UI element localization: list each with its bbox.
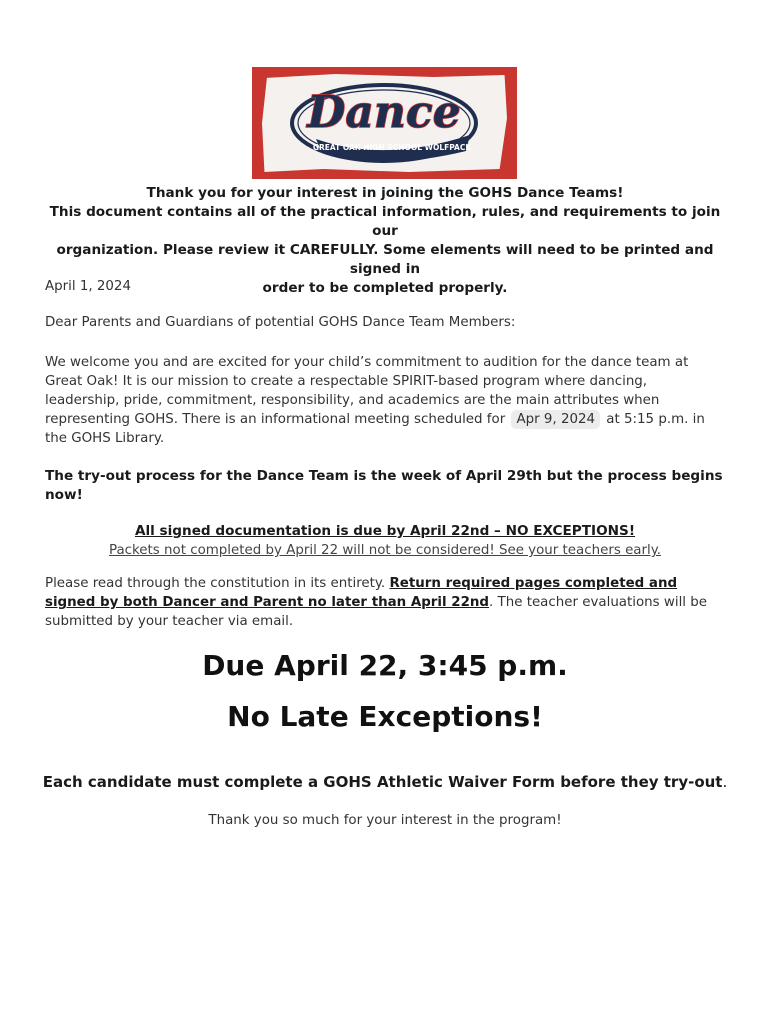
logo-subtitle: GREAT OAK HIGH SCHOOL WOLFPACK <box>312 143 472 152</box>
intro-line-4: order to be completed properly. <box>262 280 508 296</box>
logo-title: Dance <box>307 87 461 138</box>
dance-logo <box>252 67 517 179</box>
intro-line-3: organization. Please review it CAREFULLY. Some elements will need to be printed and signed in <box>56 242 714 277</box>
instructions-requirement: Return required pages completed and signed by both Dancer and Parent no later than April 22nd <box>45 576 678 610</box>
instructions-paragraph <box>45 574 725 631</box>
waiver-notice <box>0 772 770 792</box>
intro-line-2: This document contains all of the practical information, rules, and requirements to join our <box>49 204 721 239</box>
waiver-text: Each candidate must complete a GOHS Athletic Waiver Form before they try-out <box>42 773 723 791</box>
intro-line-1: Thank you for your interest in joining the GOHS Dance Teams! <box>146 185 624 201</box>
tryout-notice: The try-out process for the Dance Team is the week of April 29th but the process begins now! <box>45 468 723 503</box>
welcome-text: We welcome you and are excited for your child’s commitment to audition for the dance team at Great Oak! It is our mission to create a respectable SPIRIT-based program where dancing, leadership, pride, commitment, responsibility, and academics are the main attributes when representing GOHS. There is an informational meeting scheduled for <box>45 355 689 427</box>
salutation: Dear Parents and Guardians of potential GOHS Dance Team Members: <box>45 315 516 330</box>
documentation-deadline <box>45 522 725 560</box>
welcome-paragraph <box>45 353 725 448</box>
instructions-text-end: . The teacher evaluations will be submitted by your teacher via email. <box>45 595 708 629</box>
closing-line: Thank you so much for your interest in the program! <box>208 813 562 828</box>
instructions-text: Please read through the constitution in its entirety. <box>45 576 386 591</box>
waiver-period: . <box>722 773 728 791</box>
deadline-warning: Packets not completed by April 22 will not be considered! See your teachers early. <box>108 543 662 558</box>
meeting-date-field[interactable]: Apr 9, 2024 <box>511 410 600 429</box>
due-headline: Due April 22, 3:45 p.m. <box>202 649 568 682</box>
no-late-headline: No Late Exceptions! <box>227 700 543 733</box>
welcome-text-end: at 5:15 p.m. in the GOHS Library. <box>45 412 705 446</box>
logo-emblem <box>252 67 517 179</box>
letter-date: April 1, 2024 <box>45 279 131 294</box>
deadline-heading: All signed documentation is due by April 22nd – NO EXCEPTIONS! <box>134 523 636 539</box>
